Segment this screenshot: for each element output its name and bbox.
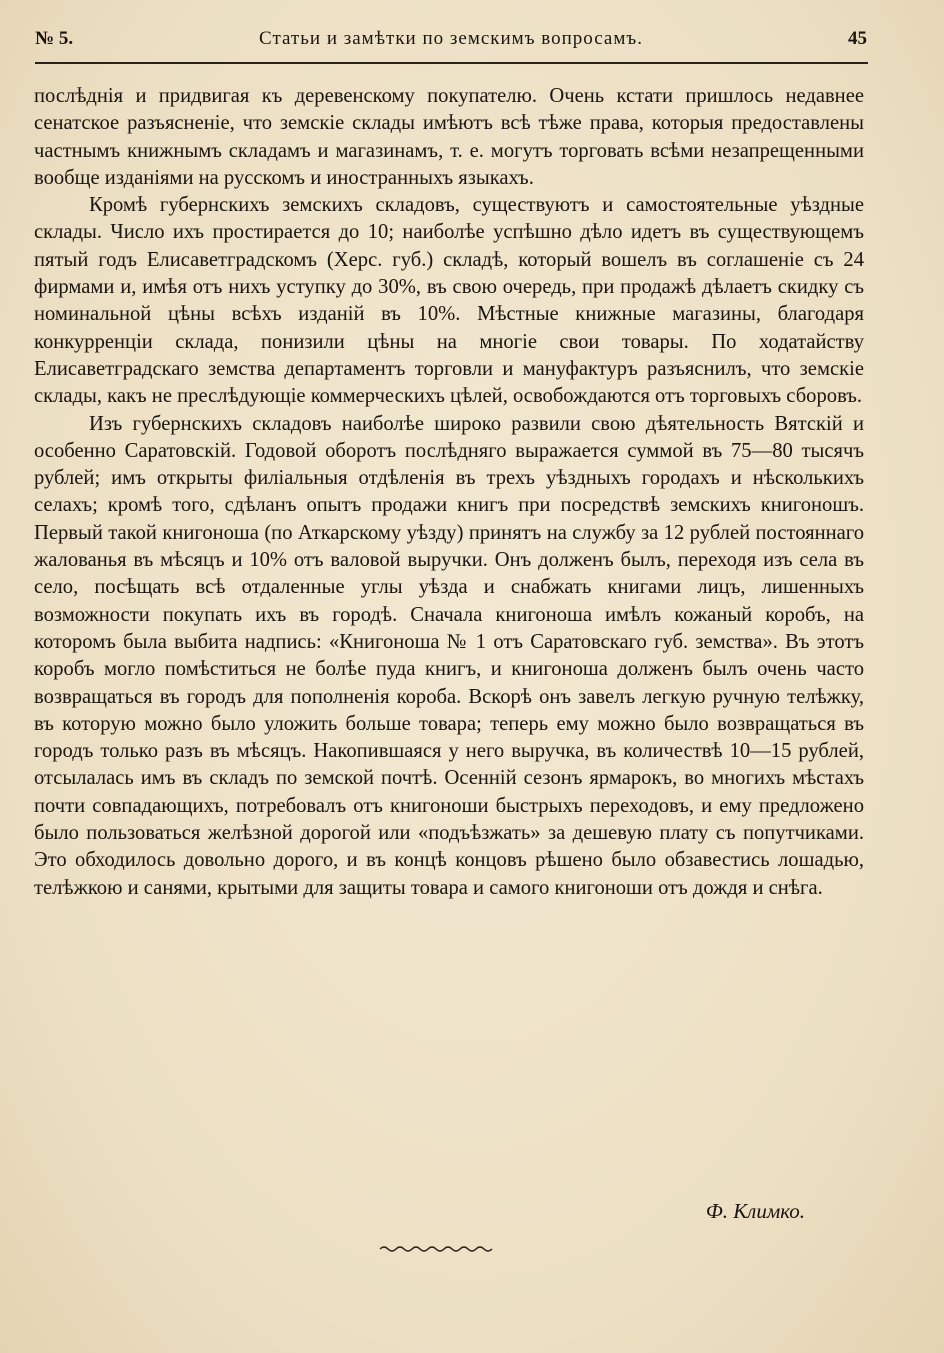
running-header: [35, 28, 867, 56]
page-number: 45: [848, 28, 867, 49]
paragraph-district-warehouses: Кромѣ губернскихъ земскихъ складовъ, существуютъ и самостоятельные уѣздные склады. Число ихъ простирается до 10; наиболѣе успѣшно дѣло идетъ въ существующемъ пятый годъ Елисаветградскомъ (Херс. губ.) складѣ, который вошелъ въ соглашеніе съ 24 фирмами и, имѣя отъ нихъ уступку до 30%, въ свою очередь, при продажѣ дѣлаетъ скидку съ номинальной цѣны всѣхъ изданій въ 10%. Мѣстные книжные магазины, благодаря конкурренціи склада, понизили цѣны на многіе свои товары. По ходатайству Елисаветградскаго земства департаментъ торговли и мануфактуръ разъяснилъ, что земскіе склады, какъ не преслѣдующіе коммерческихъ цѣлей, освобождаются отъ торговыхъ сборовъ.: [34, 194, 864, 408]
article-body: [34, 83, 864, 902]
end-ornament: [378, 1244, 494, 1254]
paragraph-continuation: послѣднія и придвигая къ деревенскому покупателю. Очень кстати пришлось недавнее сенатское разъясненіе, что земскіе склады имѣютъ всѣ тѣже права, которыя предоставлены частнымъ книжнымъ складамъ и магазинамъ, т. е. могутъ торговать всѣми незапрещенными вообще изданіями на русскомъ и иностранныхъ языкахъ.: [34, 85, 864, 189]
issue-number: № 5.: [35, 28, 74, 49]
author-signature: Ф. Климко.: [705, 1199, 805, 1223]
running-title: Статьи и замѣтки по земскимъ вопросамъ.: [259, 28, 643, 49]
paragraph-provincial-warehouses: Изъ губернскихъ складовъ наиболѣе широко развили свою дѣятельность Вятскій и особенно Саратовскій. Годовой оборотъ послѣдняго выражается суммой въ 75—80 тысячъ рублей; имъ открыты филіальныя отдѣленія въ трехъ уѣздныхъ городахъ и нѣсколькихъ селахъ; кромѣ того, сдѣланъ опытъ продажи книгъ при посредствѣ земскихъ книгоношъ. Первый такой книгоноша (по Аткарскому уѣзду) принятъ на службу за 12 рублей постояннаго жалованья въ мѣсяцъ и 10% отъ валовой выручки. Онъ долженъ былъ, переходя изъ села въ село, посѣщать всѣ отдаленные углы уѣзда и снабжать книгами лицъ, лишенныхъ возможности покупать ихъ въ городѣ. Сначала книгоноша имѣлъ кожаный коробъ, на которомъ была выбита надпись: «Книгоноша № 1 отъ Саратовскаго губ. земства». Въ этотъ коробъ могло помѣститься не болѣе пуда книгъ, и книгоноша долженъ былъ очень часто возвращаться въ городъ для пополненія короба. Вскорѣ онъ завелъ легкую ручную телѣжку, въ которую можно было уложить больше товара; теперь ему можно было возвращаться въ городъ только разъ въ мѣсяцъ. Накопившаяся у него выручка, въ количествѣ 10—15 рублей, отсылалась имъ въ складъ по земской почтѣ. Осенній сезонъ ярмарокъ, во многихъ мѣстахъ почти совпадающихъ, потребовалъ отъ книгоноши быстрыхъ переходовъ, и ему предложено было пользоваться желѣзной дорогой или «подъѣзжать» за дешевую плату съ попутчиками. Это обходилось довольно дорого, и въ концѣ концовъ рѣшено было обзавестись лошадью, телѣжкою и санями, крытыми для защиты товара и самого книгоноши отъ дождя и снѣга.: [34, 412, 864, 899]
header-rule: [35, 62, 868, 64]
